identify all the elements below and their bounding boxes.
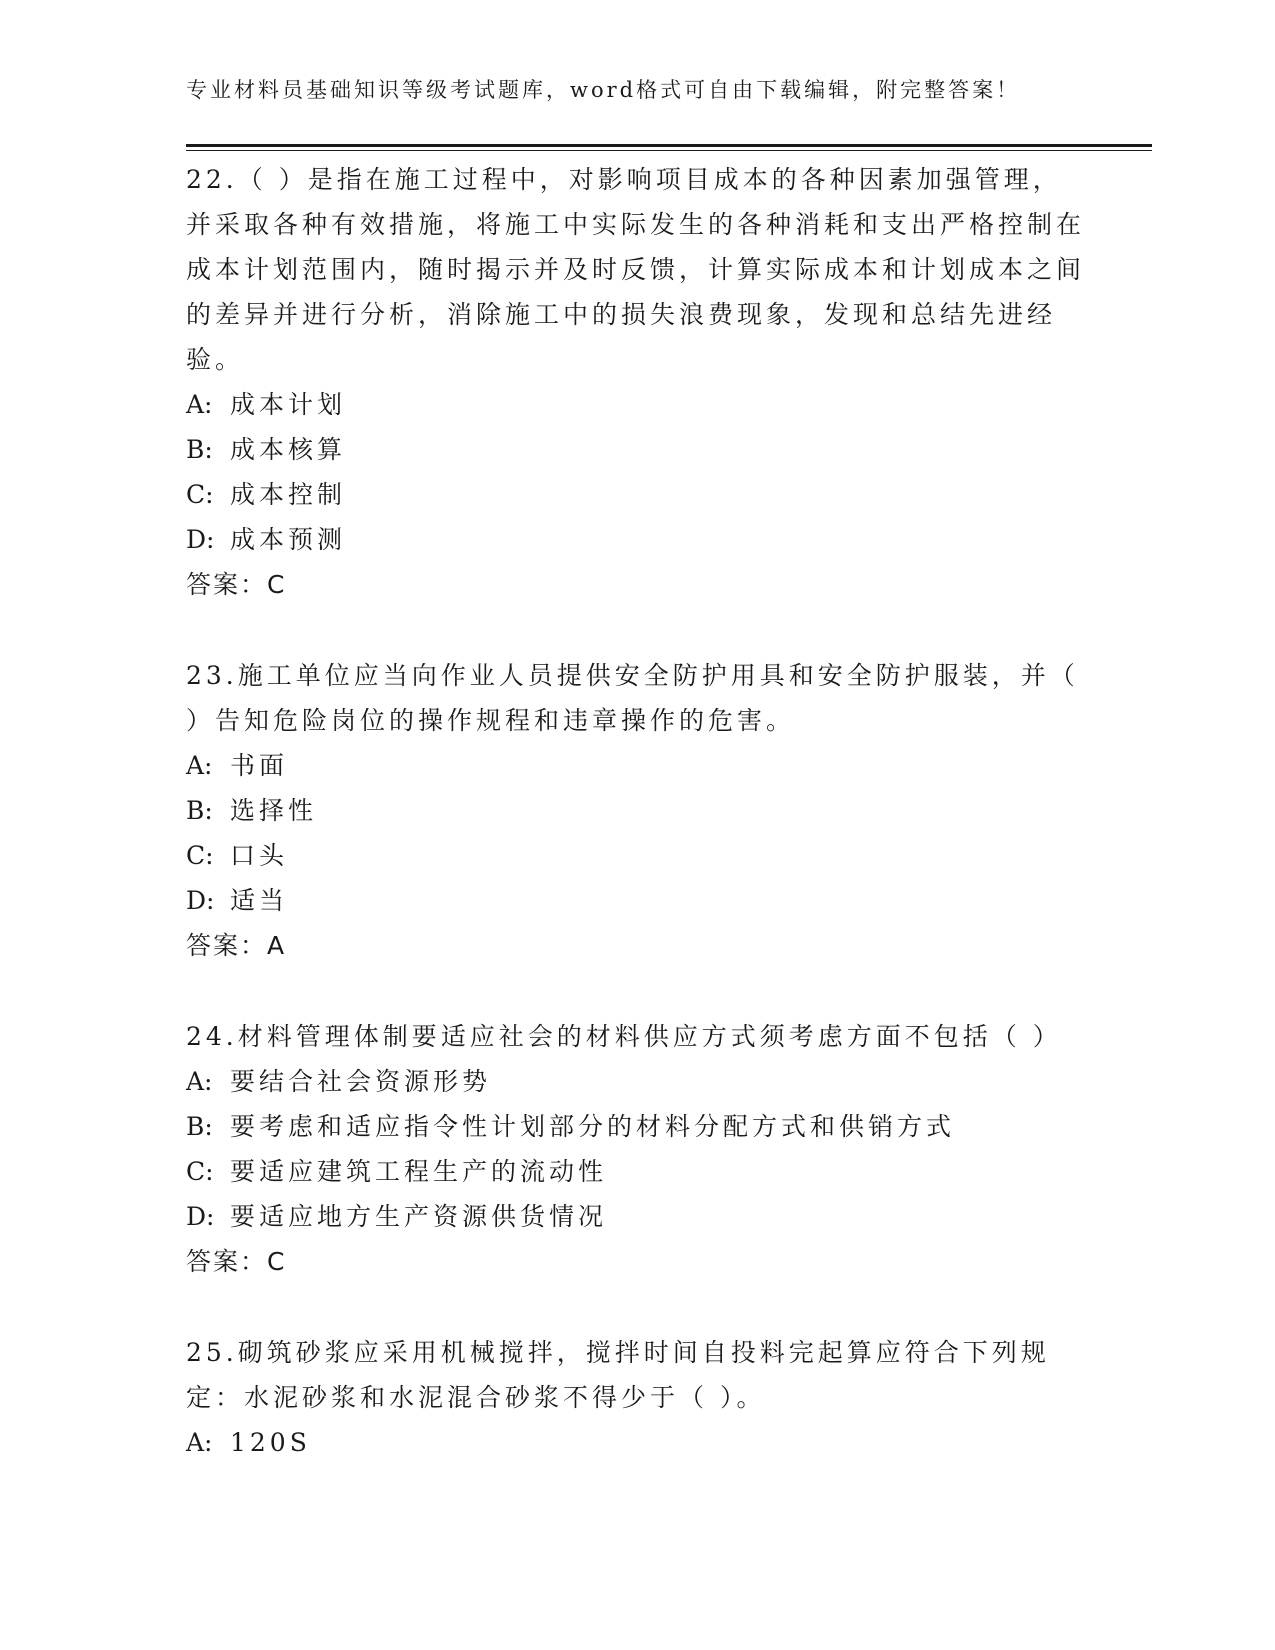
question-24 — [186, 1014, 1086, 1284]
option-label: B: — [186, 1112, 213, 1141]
option-text: 选择性 — [230, 796, 318, 825]
option-b — [186, 427, 1086, 472]
option-text: 成本控制 — [230, 480, 347, 509]
question-text: 22.（ ）是指在施工过程中，对影响项目成本的各种因素加强管理，并采取各种有效措施，将施工中实际发生的各种消耗和支出严格控制在成本计划范围内，随时揭示并及时反馈，计算实际成本和计划成本之间的差异并进行分析，消除施工中的损失浪费现象，发现和总结先进经验。 — [186, 165, 1086, 374]
option-a — [186, 382, 1086, 427]
option-d — [186, 517, 1086, 562]
option-text: 成本核算 — [230, 435, 347, 464]
question-23 — [186, 653, 1086, 968]
option-label: B: — [186, 435, 213, 464]
question-list — [186, 157, 1086, 1511]
option-text: 适当 — [230, 886, 289, 915]
question-text: 23.施工单位应当向作业人员提供安全防护用具和安全防护服装，并（ ）告知危险岗位的操作规程和违章操作的危害。 — [186, 661, 1079, 735]
header-rule-thin — [186, 150, 1152, 151]
option-label: B: — [186, 796, 213, 825]
option-c — [186, 833, 1086, 878]
option-label: D: — [186, 886, 215, 915]
option-a — [186, 1420, 1086, 1465]
option-label: C: — [186, 841, 214, 870]
option-text: 120S — [230, 1428, 311, 1457]
option-label: A: — [186, 1067, 213, 1096]
option-b — [186, 1104, 1086, 1149]
option-text: 要结合社会资源形势 — [230, 1067, 492, 1096]
answer-text: 答案：C — [186, 1247, 287, 1276]
option-text: 要考虑和适应指令性计划部分的材料分配方式和供销方式 — [230, 1112, 956, 1141]
option-label: A: — [186, 390, 213, 419]
answer-text: 答案：C — [186, 570, 287, 599]
option-text: 成本预测 — [230, 525, 347, 554]
option-a — [186, 1059, 1086, 1104]
question-22 — [186, 157, 1086, 607]
option-b — [186, 788, 1086, 833]
option-text: 成本计划 — [230, 390, 347, 419]
option-a — [186, 743, 1086, 788]
option-d — [186, 1194, 1086, 1239]
question-text: 25.砌筑砂浆应采用机械搅拌，搅拌时间自投料完起算应符合下列规定：水泥砂浆和水泥混合砂浆不得少于（ ）。 — [186, 1338, 1050, 1412]
page-header: 专业材料员基础知识等级考试题库，word格式可自由下载编辑，附完整答案！ — [186, 78, 1021, 102]
option-text: 要适应地方生产资源供货情况 — [230, 1202, 608, 1231]
option-label: C: — [186, 480, 214, 509]
option-text: 口头 — [230, 841, 289, 870]
option-text: 书面 — [230, 751, 289, 780]
option-d — [186, 878, 1086, 923]
option-label: C: — [186, 1157, 214, 1186]
question-25 — [186, 1330, 1086, 1465]
option-c — [186, 1149, 1086, 1194]
option-label: A: — [186, 1428, 213, 1457]
question-text: 24.材料管理体制要适应社会的材料供应方式须考虑方面不包括（ ） — [186, 1022, 1062, 1051]
option-label: D: — [186, 1202, 215, 1231]
option-label: D: — [186, 525, 215, 554]
header-rule-thick — [186, 144, 1152, 147]
option-text: 要适应建筑工程生产的流动性 — [230, 1157, 608, 1186]
answer-text: 答案：A — [186, 931, 287, 960]
option-c — [186, 472, 1086, 517]
option-label: A: — [186, 751, 213, 780]
